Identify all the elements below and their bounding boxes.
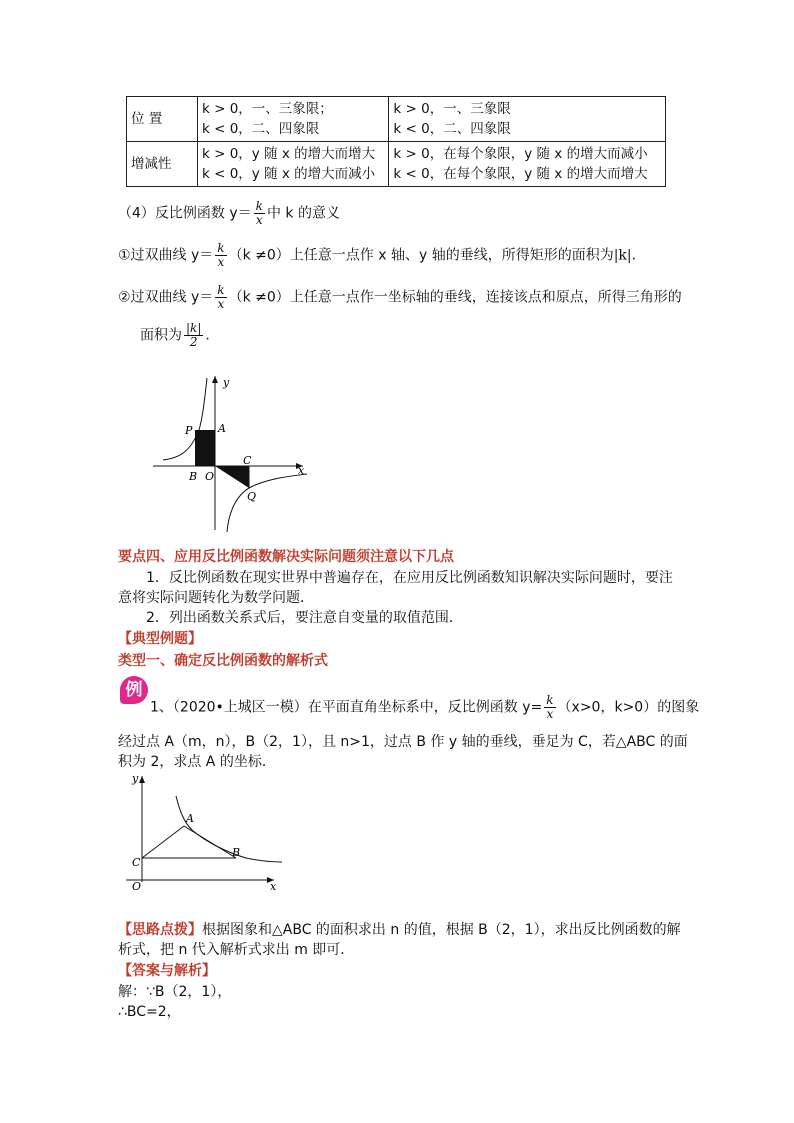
solution-line-2: ∴BC=2， — [118, 1004, 181, 1020]
hint-text-1: 根据图象和△ABC 的面积求出 n 的值，根据 B（2，1），求出反比例函数的解 — [202, 922, 681, 938]
y-axis-arrow — [139, 776, 145, 783]
section-4-heading — [118, 200, 340, 227]
label-y: y — [223, 376, 230, 389]
item-2-line-2 — [140, 322, 210, 349]
denominator: x — [217, 255, 225, 269]
cell-line: k < 0，在每个象限，y 随 x 的增大而增大 — [393, 166, 648, 182]
label-y: y — [132, 772, 139, 785]
label-a: A — [186, 812, 194, 825]
abs-k: |k| — [613, 247, 632, 264]
table-row — [127, 142, 666, 187]
hyperbola-area-figure — [145, 368, 325, 536]
examples-title: 【典型例题】 — [118, 631, 202, 647]
cell-line: k > 0，一、三象限； — [202, 101, 333, 117]
table-cell — [389, 97, 666, 142]
denominator: 2 — [189, 335, 198, 349]
numerator: k — [217, 283, 225, 297]
item-1-end: . — [631, 247, 637, 264]
fraction — [544, 694, 555, 721]
cell-line: k < 0，y 随 x 的增大而减小 — [202, 166, 376, 182]
example-1-figure — [122, 770, 292, 894]
type-1-title: 类型一、确定反比例函数的解析式 — [118, 653, 328, 669]
example-1-prefix: 1、（2020•上城区一模）在平面直角坐标系中，反比例函数 y= — [150, 699, 543, 716]
properties-table — [126, 96, 666, 187]
item-2-line2-prefix: 面积为 — [140, 327, 182, 344]
segment-ca — [142, 826, 184, 858]
cell-line: k < 0，二、四象限 — [393, 121, 511, 137]
section-4-suffix: 中 k 的意义 — [266, 205, 340, 222]
label-q: Q — [247, 490, 257, 503]
keypoint-4-p1a: 1．反比例函数在现实世界中普遍存在，在应用反比例函数知识解决实际问题时，要注 — [146, 570, 673, 586]
table-row — [127, 97, 666, 142]
solution-line-1: 解：∵B（2，1）， — [118, 984, 232, 1000]
example-badge: 例 — [120, 676, 148, 704]
label-b: B — [232, 846, 241, 859]
label-p: P — [185, 424, 193, 437]
cell-line: k > 0，y 随 x 的增大而增大 — [202, 146, 376, 162]
cell-line: k > 0，在每个象限，y 随 x 的增大而减小 — [393, 146, 648, 162]
cell-line: k > 0，一、三象限 — [393, 101, 511, 117]
label-x: x — [298, 464, 305, 477]
example-1-suffix: （x>0，k>0）的图象 — [557, 699, 700, 716]
table-cell — [198, 97, 389, 142]
keypoint-4-title: 要点四、应用反比例函数解决实际问题须注意以下几点 — [118, 549, 454, 565]
example-1-line-2: 经过点 A（m，n），B（2，1），且 n>1，过点 B 作 y 轴的垂线，垂足为 C，若△ABC 的面 — [118, 734, 688, 750]
item-1-prefix: ①过双曲线 y＝ — [118, 247, 214, 264]
denominator: x — [546, 707, 554, 721]
table-row-header: 位 置 — [127, 97, 198, 142]
hint-tag: 【思路点拨】 — [118, 922, 202, 938]
keypoint-4-p2: 2．列出函数关系式后，要注意自变量的取值范围． — [146, 610, 463, 626]
cell-line: k < 0，二、四象限 — [202, 121, 320, 137]
example-1-line-1 — [150, 694, 699, 721]
segment-ab — [184, 826, 236, 858]
item-2-condition: （k ≠0）上任意一点作一坐标轴的垂线，连接该点和原点，所得三角形的 — [228, 289, 682, 306]
item-1-condition: （k ≠0）上任意一点作 x 轴、y 轴的垂线，所得矩形的面积为 — [228, 247, 614, 264]
denominator: x — [217, 297, 225, 311]
fraction — [254, 200, 265, 227]
denominator: x — [255, 213, 263, 227]
fraction — [215, 284, 226, 311]
item-2-prefix: ②过双曲线 y＝ — [118, 289, 214, 306]
fraction — [184, 322, 203, 349]
label-o: O — [132, 880, 142, 893]
item-1 — [118, 242, 636, 269]
hyperbola-branch-right — [227, 474, 307, 532]
hint-line-2: 析式，把 n 代入解析式求出 m 即可． — [118, 942, 355, 958]
table-row-header: 增减性 — [127, 142, 198, 187]
item-2-end: . — [205, 327, 210, 344]
hyperbola-curve — [176, 796, 282, 862]
label-b: B — [189, 470, 198, 483]
y-axis-arrow — [212, 376, 218, 383]
label-a: A — [218, 422, 226, 435]
hint-line-1 — [118, 920, 681, 940]
table-cell — [389, 142, 666, 187]
shaded-rectangle — [195, 430, 215, 466]
section-4-prefix: （4）反比例函数 y＝ — [118, 205, 252, 222]
label-c: C — [132, 856, 141, 869]
shaded-triangle — [215, 466, 249, 488]
label-o: O — [205, 470, 215, 483]
item-2 — [118, 284, 682, 311]
label-c: C — [243, 454, 252, 467]
table-cell — [198, 142, 389, 187]
fraction — [215, 242, 226, 269]
example-1-line-3: 积为 2，求点 A 的坐标． — [118, 754, 276, 770]
numerator: |k| — [186, 321, 202, 335]
numerator: k — [546, 693, 554, 707]
keypoint-4-p1b: 意将实际问题转化为数学问题． — [118, 590, 314, 606]
label-x: x — [270, 880, 277, 893]
numerator: k — [217, 241, 225, 255]
numerator: k — [255, 199, 263, 213]
answer-title: 【答案与解析】 — [118, 963, 216, 979]
